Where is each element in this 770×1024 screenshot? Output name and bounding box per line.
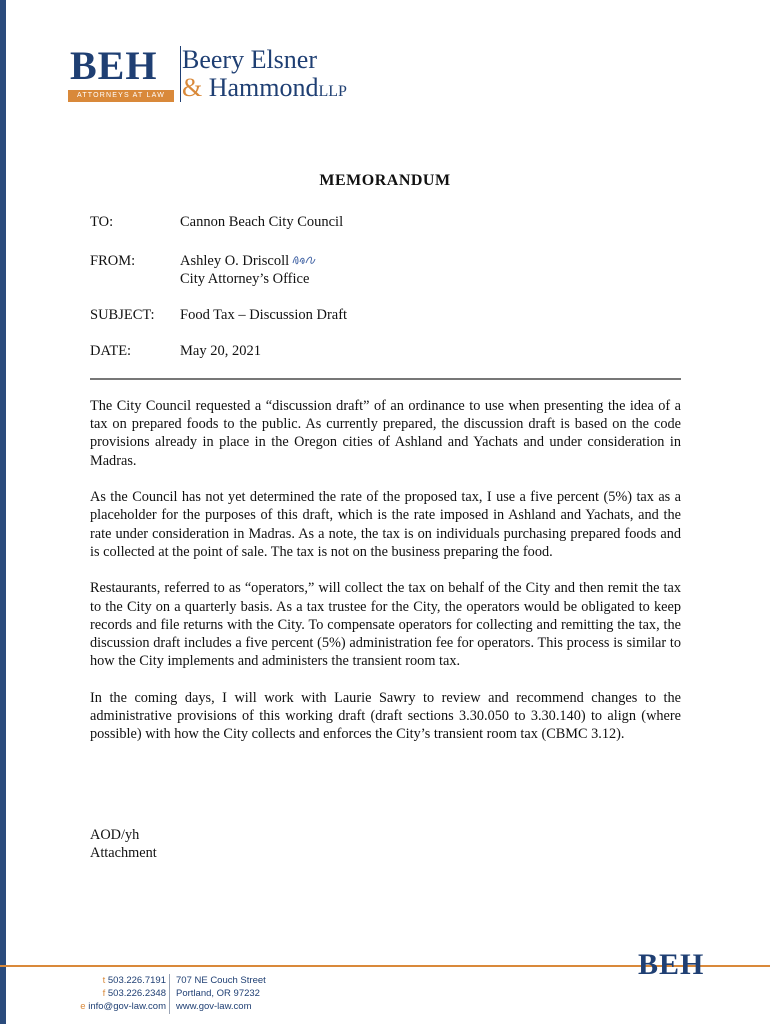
firm-name-hammond: Hammond	[208, 73, 319, 102]
memo-body	[90, 397, 681, 762]
logo-mark	[68, 44, 174, 102]
phone-prefix: t	[102, 975, 106, 986]
from-value	[180, 252, 317, 288]
from-label: FROM:	[90, 253, 136, 269]
footer-logo: BEH	[638, 948, 705, 981]
fax-prefix: f	[102, 988, 106, 999]
body-paragraph: The City Council requested a “discussion draft” of an ordinance to use when presenting the idea of a tax on prepared foods to the public. As currently prepared, the discussion draft is based on the code provisions already in place in the Oregon cities of Ashland and Yachats and under consideration in Madras.	[90, 398, 681, 469]
subject-value: Food Tax – Discussion Draft	[180, 307, 348, 323]
closing-attachment: Attachment	[90, 845, 157, 862]
to-value: Cannon Beach City Council	[180, 214, 344, 230]
logo-tagline: ATTORNEYS AT LAW	[68, 90, 174, 102]
body-paragraph: In the coming days, I will work with Laurie Sawry to review and recommend changes to the administrative provisions of this working draft (draft sections 3.30.050 to 3.30.140) to align (where possible) with how the City collects and enforces the City’s transient room tax (CBMC 3.12).	[90, 689, 681, 743]
subject-label: SUBJECT:	[90, 307, 155, 323]
memo-closing	[90, 826, 157, 862]
footer-email	[64, 1000, 166, 1013]
footer-phone	[64, 974, 166, 987]
firm-name-line2	[182, 74, 347, 106]
firm-ampersand: &	[182, 73, 203, 102]
address-line2: Portland, OR 97232	[176, 988, 260, 999]
date-value: May 20, 2021	[180, 343, 261, 359]
email-prefix: e	[80, 1001, 86, 1012]
footer-fax	[64, 987, 166, 1000]
firm-llp: LLP	[318, 83, 347, 100]
firm-logo	[68, 44, 368, 106]
footer-address	[176, 974, 266, 1013]
header-divider	[90, 378, 681, 380]
footer-divider	[169, 974, 170, 1014]
left-accent-bar	[0, 0, 6, 1024]
email-link[interactable]: info@gov-law.com	[88, 1001, 166, 1012]
signature-initials-icon	[291, 253, 317, 267]
from-office: City Attorney’s Office	[180, 271, 310, 287]
website-link[interactable]: www.gov-law.com	[176, 1001, 252, 1012]
closing-initials: AOD/yh	[90, 827, 140, 843]
body-paragraph: Restaurants, referred to as “operators,” will collect the tax on behalf of the City and then remit the tax to the City on a quarterly basis. As a tax trustee for the City, the operators would be obligated to keep records and file returns with the City. To compensate operators for collecting and remitting the tax, the discussion draft includes a five percent (5%) administration fee for operators. This process is similar to how the City implements and administers the transient room tax.	[90, 580, 681, 670]
fax-number: 503.226.2348	[107, 988, 166, 999]
date-label: DATE:	[90, 343, 132, 359]
memo-title: MEMORANDUM	[319, 172, 451, 189]
phone-number: 503.226.7191	[107, 975, 166, 986]
logo-letters: BEH	[70, 43, 158, 88]
footer-contact	[64, 974, 166, 1013]
body-paragraph: As the Council has not yet determined the rate of the proposed tax, I use a five percent (5%) tax as a placeholder for the purposes of this draft, which is the rate imposed in Ashland and Yachats, and the rate under consideration in Madras. As a note, the tax is on individuals purchasing prepared foods and is collected at the point of sale. The tax is not on the business preparing the food.	[90, 489, 681, 560]
from-name: Ashley O. Driscoll	[180, 253, 290, 269]
address-line1: 707 NE Couch Street	[176, 975, 266, 986]
firm-name-line1: Beery Elsner	[182, 45, 318, 74]
to-label: TO:	[90, 214, 114, 230]
logo-divider	[180, 46, 181, 102]
